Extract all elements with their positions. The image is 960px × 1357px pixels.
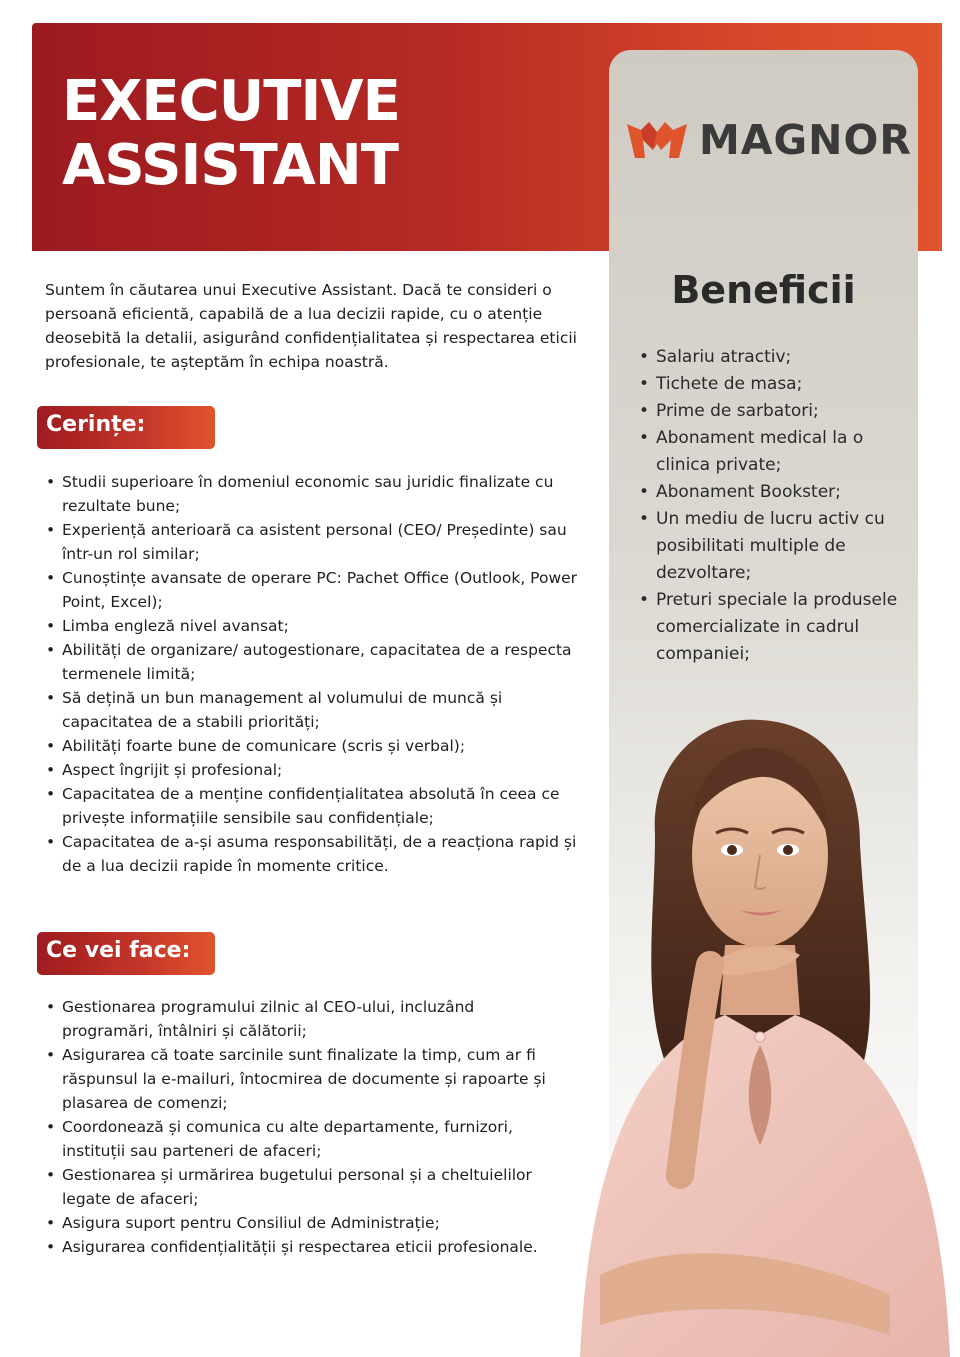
list-item: • Preturi speciale la produsele comercializate in cadrul companiei; xyxy=(636,587,902,668)
tasks-heading: Ce vei face: xyxy=(46,938,191,963)
list-item: • Capacitatea de a-și asuma responsabilități, de a reacționa rapid și de a lua decizii rapide în momente critice. xyxy=(45,830,585,878)
list-item: • Tichete de masa; xyxy=(636,371,902,398)
list-item: • Experiență anterioară ca asistent personal (CEO/ Președinte) sau într-un rol similar; xyxy=(45,518,585,566)
list-item: • Abonament medical la o clinica private; xyxy=(636,425,902,479)
list-item: • Abilități de organizare/ autogestionare, capacitatea de a respecta termenele limită; xyxy=(45,638,585,686)
job-title-line-2: ASSISTANT xyxy=(62,133,398,198)
magnor-logo xyxy=(625,115,912,165)
job-title xyxy=(62,70,400,198)
intro-paragraph: Suntem în căutarea unui Executive Assistant. Dacă te consideri o persoană eficientă, capabilă de a lua decizii rapide, cu o atenție deosebită la detalii, asigurând confidențialitatea și respectarea eticii profesionale, te așteptăm în echipa noastră. xyxy=(45,281,577,371)
list-item: • Prime de sarbatori; xyxy=(636,398,902,425)
job-title-line-1: EXECUTIVE xyxy=(62,69,400,134)
list-item: • Aspect îngrijit și profesional; xyxy=(45,758,585,782)
list-item: • Capacitatea de a menține confidențialitatea absolută în ceea ce privește informațiile sensibile sau confidențiale; xyxy=(45,782,585,830)
benefits-list xyxy=(636,344,902,668)
logo-text: MAGNOR xyxy=(699,116,912,164)
assistant-photo xyxy=(560,715,960,1357)
list-item: • Asigurarea confidențialității și respectarea eticii profesionale. xyxy=(45,1235,565,1259)
list-item: • Să dețină un bun management al volumului de muncă și capacitatea de a stabili priorități; xyxy=(45,686,585,734)
list-item: • Abonament Bookster; xyxy=(636,479,902,506)
list-item: • Limba engleză nivel avansat; xyxy=(45,614,585,638)
list-item: • Asigura suport pentru Consiliul de Administrație; xyxy=(45,1211,565,1235)
list-item: • Studii superioare în domeniul economic sau juridic finalizate cu rezultate bune; xyxy=(45,470,585,518)
list-item: • Gestionarea programului zilnic al CEO-ului, incluzând programări, întâlniri și călătorii; xyxy=(45,995,565,1043)
list-item: • Coordonează și comunica cu alte departamente, furnizori, instituții sau parteneri de afaceri; xyxy=(45,1115,565,1163)
list-item: • Salariu atractiv; xyxy=(636,344,902,371)
tasks-list xyxy=(45,995,565,1259)
requirements-heading: Cerințe: xyxy=(46,412,146,437)
benefits-heading: Beneficii xyxy=(671,268,856,312)
list-item: • Asigurarea că toate sarcinile sunt finalizate la timp, cum ar fi răspunsul la e-mailuri, întocmirea de documente și rapoarte și plasarea de comenzi; xyxy=(45,1043,565,1115)
requirements-heading-badge xyxy=(37,406,215,449)
crown-m-icon xyxy=(625,120,689,160)
list-item: • Abilități foarte bune de comunicare (scris și verbal); xyxy=(45,734,585,758)
list-item: • Un mediu de lucru activ cu posibilitati multiple de dezvoltare; xyxy=(636,506,902,587)
list-item: • Cunoștințe avansate de operare PC: Pachet Office (Outlook, Power Point, Excel); xyxy=(45,566,585,614)
list-item: • Gestionarea și urmărirea bugetului personal și a cheltuielilor legate de afaceri; xyxy=(45,1163,565,1211)
tasks-heading-badge xyxy=(37,932,215,975)
requirements-list xyxy=(45,470,585,878)
